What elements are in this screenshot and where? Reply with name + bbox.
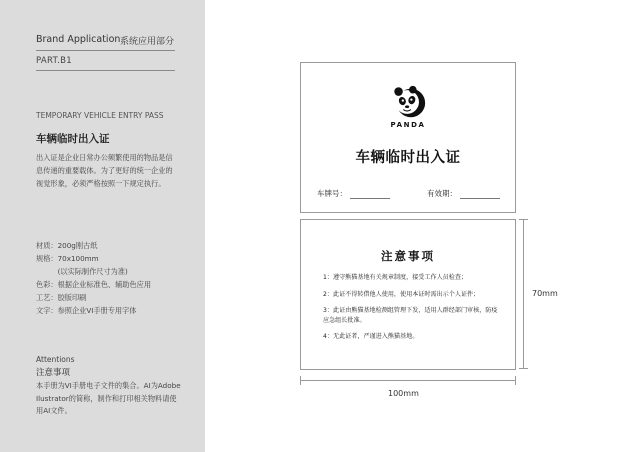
spec-line: 文字：参照企业VI手册专用字体 (36, 306, 137, 315)
plate-number-field (317, 188, 390, 199)
height-dimension-tick (519, 219, 528, 220)
notice-title: 注意事项 (381, 249, 435, 263)
height-dimension-line (523, 219, 524, 369)
validity-line (460, 190, 500, 199)
spec-line: 色彩：根据企业标准色、辅助色应用 (36, 280, 152, 289)
header-title: Brand Application (36, 34, 121, 45)
notice-item: 4：无此证者，严谨进入熊猫基地。 (323, 333, 419, 340)
plate-number-label: 车牌号： (317, 189, 347, 198)
height-dimension-label: 70mm (532, 289, 558, 298)
spec-list (36, 239, 151, 317)
width-dimension-label: 100mm (388, 389, 419, 398)
plate-number-line (350, 190, 390, 199)
section-title-en: TEMPORARY VEHICLE ENTRY PASS (36, 111, 164, 120)
brand-wordmark: PANDA (390, 121, 426, 129)
width-dimension-tick (300, 376, 301, 385)
notice-item: 2：此证不得转借他人使用，使用本证时需出示个人证件； (323, 290, 480, 298)
height-dimension-tick (519, 368, 528, 369)
validity-label: 有效期： (427, 189, 457, 198)
attentions-title-cn: 注意事项 (36, 368, 71, 378)
notice-item: 1：遵守熊猫基地有关规章制度，接受工作人员检查； (323, 274, 468, 281)
spec-line: (以实际制作尺寸为准) (36, 267, 128, 276)
sidebar-panel (0, 0, 205, 452)
width-dimension-tick (515, 376, 516, 385)
pass-title: 车辆临时出入证 (355, 150, 461, 166)
spec-line: 工艺：胶版印刷 (36, 293, 87, 302)
pass-back-card (300, 219, 516, 370)
attentions-title-en: Attentions (36, 355, 75, 364)
validity-field (427, 188, 500, 199)
attentions-description: 本手册为VI手册电子文件的集合。AI为Adobe Ilustrator的简称，制作和打印相关物料请使用AI文件。 (36, 381, 181, 415)
notice-list (323, 273, 503, 349)
header-subtitle: 系统应用部分 (120, 37, 175, 47)
part-label: PART.B1 (36, 56, 72, 66)
width-dimension-line (300, 380, 516, 381)
part-divider (36, 70, 175, 71)
pass-front-card (300, 62, 516, 213)
header-divider (36, 50, 175, 51)
section-description: 出入证是企业日常办公频繁使用的物品是信息传递的重要载体。为了更好的统一企业的视觉形象，必须严格按照一下规定执行。 (36, 153, 173, 188)
panda-logo-icon (390, 83, 428, 121)
section-title-cn: 车辆临时出入证 (36, 133, 110, 145)
notice-item: 3：此证由熊猫基地检测组管理下发，适用人群经部门审核，防疫应急组长批准。 (323, 307, 498, 324)
spec-line: 材质：200g刚古纸 (36, 241, 98, 250)
spec-line: 规格：70x100mm (36, 254, 99, 263)
